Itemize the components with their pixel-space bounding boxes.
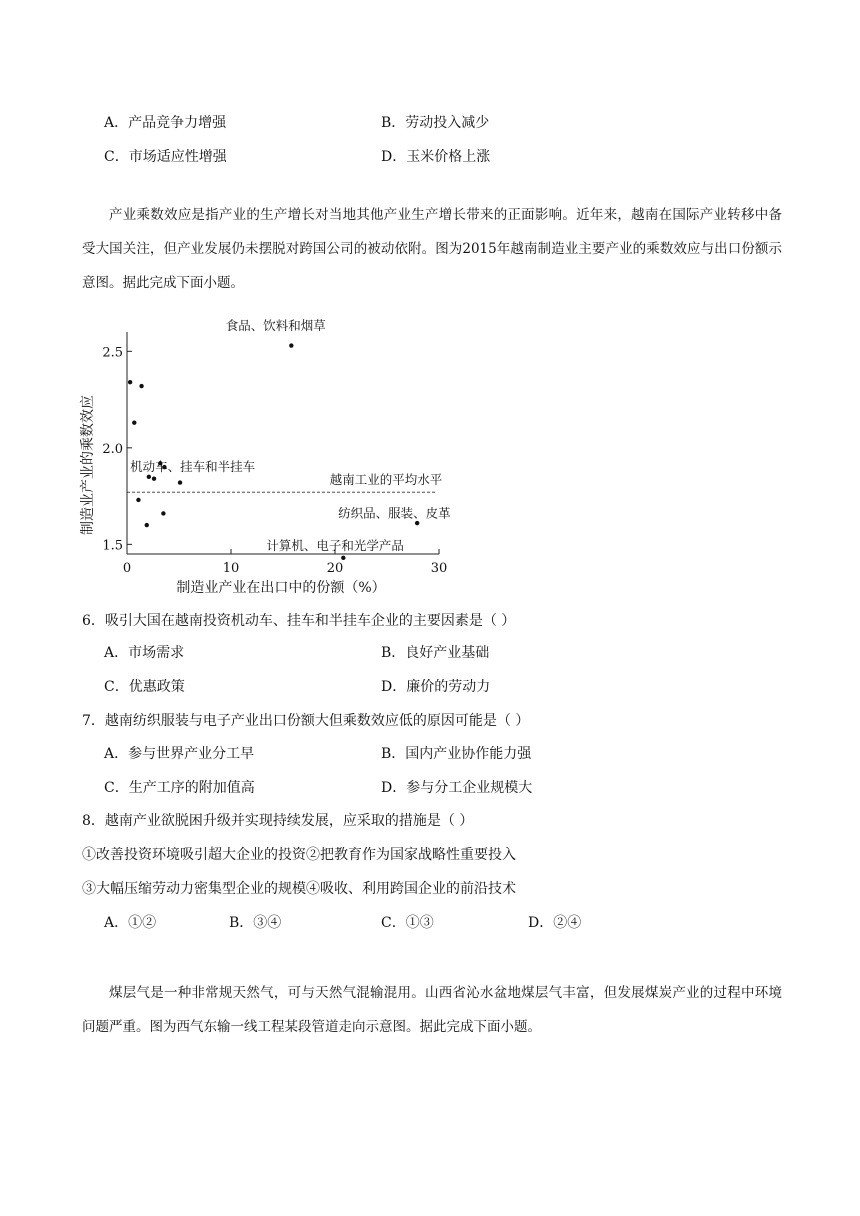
annotation-label: 食品、饮料和烟草 — [225, 318, 326, 334]
question-6-stem: 6．吸引大国在越南投资机动车、挂车和半挂车企业的主要因素是（ ） — [82, 613, 516, 629]
q6-option-c: C．优惠政策 — [104, 679, 185, 695]
x-axis-label: 制造业产业在出口中的份额（%） — [176, 580, 386, 596]
data-point — [415, 521, 419, 525]
x-tick-label: 0 — [122, 561, 132, 576]
q7-option-a: A．参与世界产业分工早 — [104, 746, 255, 762]
average-line-label: 越南工业的平均水平 — [329, 472, 443, 488]
q7-option-c: C．生产工序的附加值高 — [104, 780, 255, 796]
passage-1 — [82, 198, 782, 300]
question-7-stem: 7．越南纺织服装与电子产业出口份额大但乘数效应低的原因可能是（ ） — [82, 713, 530, 729]
q8-option-b: B．③④ — [229, 915, 282, 931]
q8-option-d: D．②④ — [528, 915, 582, 931]
y-tick-label: 2.5 — [102, 345, 123, 361]
data-point — [128, 380, 132, 384]
q6-option-b: B．良好产业基础 — [381, 645, 490, 661]
prev-option-d: D．玉米价格上涨 — [381, 149, 491, 165]
data-point — [139, 384, 143, 388]
scatter-chart — [70, 310, 490, 600]
annotation-label: 机动车、挂车和半挂车 — [130, 458, 256, 474]
data-point — [145, 523, 149, 527]
data-point — [178, 480, 182, 484]
annotation-label: 纺织品、服装、皮革 — [338, 505, 451, 521]
prev-option-b: B．劳动投入减少 — [381, 115, 490, 131]
passage-2 — [82, 976, 782, 1044]
data-point — [161, 511, 165, 515]
data-point — [289, 343, 293, 347]
data-point — [132, 421, 136, 425]
annotation-label: 计算机、电子和光学产品 — [266, 538, 404, 554]
passage-1-text: 产业乘数效应是指产业的生产增长对当地其他产业生产增长带来的正面影响。近年来，越南在国际产业转移中备受大国关注，但产业发展仍未摆脱对跨国公司的被动依附。图为2015年越南制造业主要产业的乘数效应与出口份额示意图。据此完成下面小题。 — [82, 207, 782, 291]
q6-option-d: D．廉价的劳动力 — [381, 679, 491, 695]
data-point — [152, 477, 156, 481]
q8-items-line-1: ①改善投资环境吸引超大企业的投资②把教育作为国家战略性重要投入 — [82, 847, 516, 863]
prev-option-c: C．市场适应性增强 — [104, 149, 227, 165]
q6-option-a: A．市场需求 — [104, 645, 185, 661]
average-line — [127, 472, 442, 492]
passage-2-text: 煤层气是一种非常规天然气，可与天然气混输混用。山西省沁水盆地煤层气丰富，但发展煤炭产业的过程中环境问题严重。图为西气东输一线工程某段管道走向示意图。据此完成下面小题。 — [82, 985, 782, 1035]
question-8-stem: 8．越南产业欲脱困升级并实现持续发展，应采取的措施是（ ） — [82, 813, 474, 829]
q8-option-a: A．①② — [104, 915, 157, 931]
data-point — [136, 498, 140, 502]
q7-option-d: D．参与分工企业规模大 — [381, 780, 533, 796]
data-points — [128, 343, 419, 560]
x-tick-label: 30 — [430, 561, 448, 576]
q8-items-line-2: ③大幅压缩劳动力密集型企业的规模④吸收、利用跨国企业的前沿技术 — [82, 881, 516, 897]
x-tick-label: 20 — [326, 561, 344, 576]
y-axis-label: 制造业产业的乘数效应 — [80, 395, 96, 535]
q8-option-c: C．①③ — [381, 915, 434, 931]
y-tick-label: 1.5 — [102, 538, 123, 554]
data-point — [341, 556, 345, 560]
data-point — [147, 475, 151, 479]
chart-annotations — [130, 318, 451, 553]
y-tick-label: 2.0 — [102, 441, 123, 457]
q7-option-b: B．国内产业协作能力强 — [381, 746, 532, 762]
x-tick-label: 10 — [222, 561, 240, 576]
chart-axes — [127, 332, 439, 554]
prev-option-a: A．产品竞争力增强 — [104, 115, 227, 131]
